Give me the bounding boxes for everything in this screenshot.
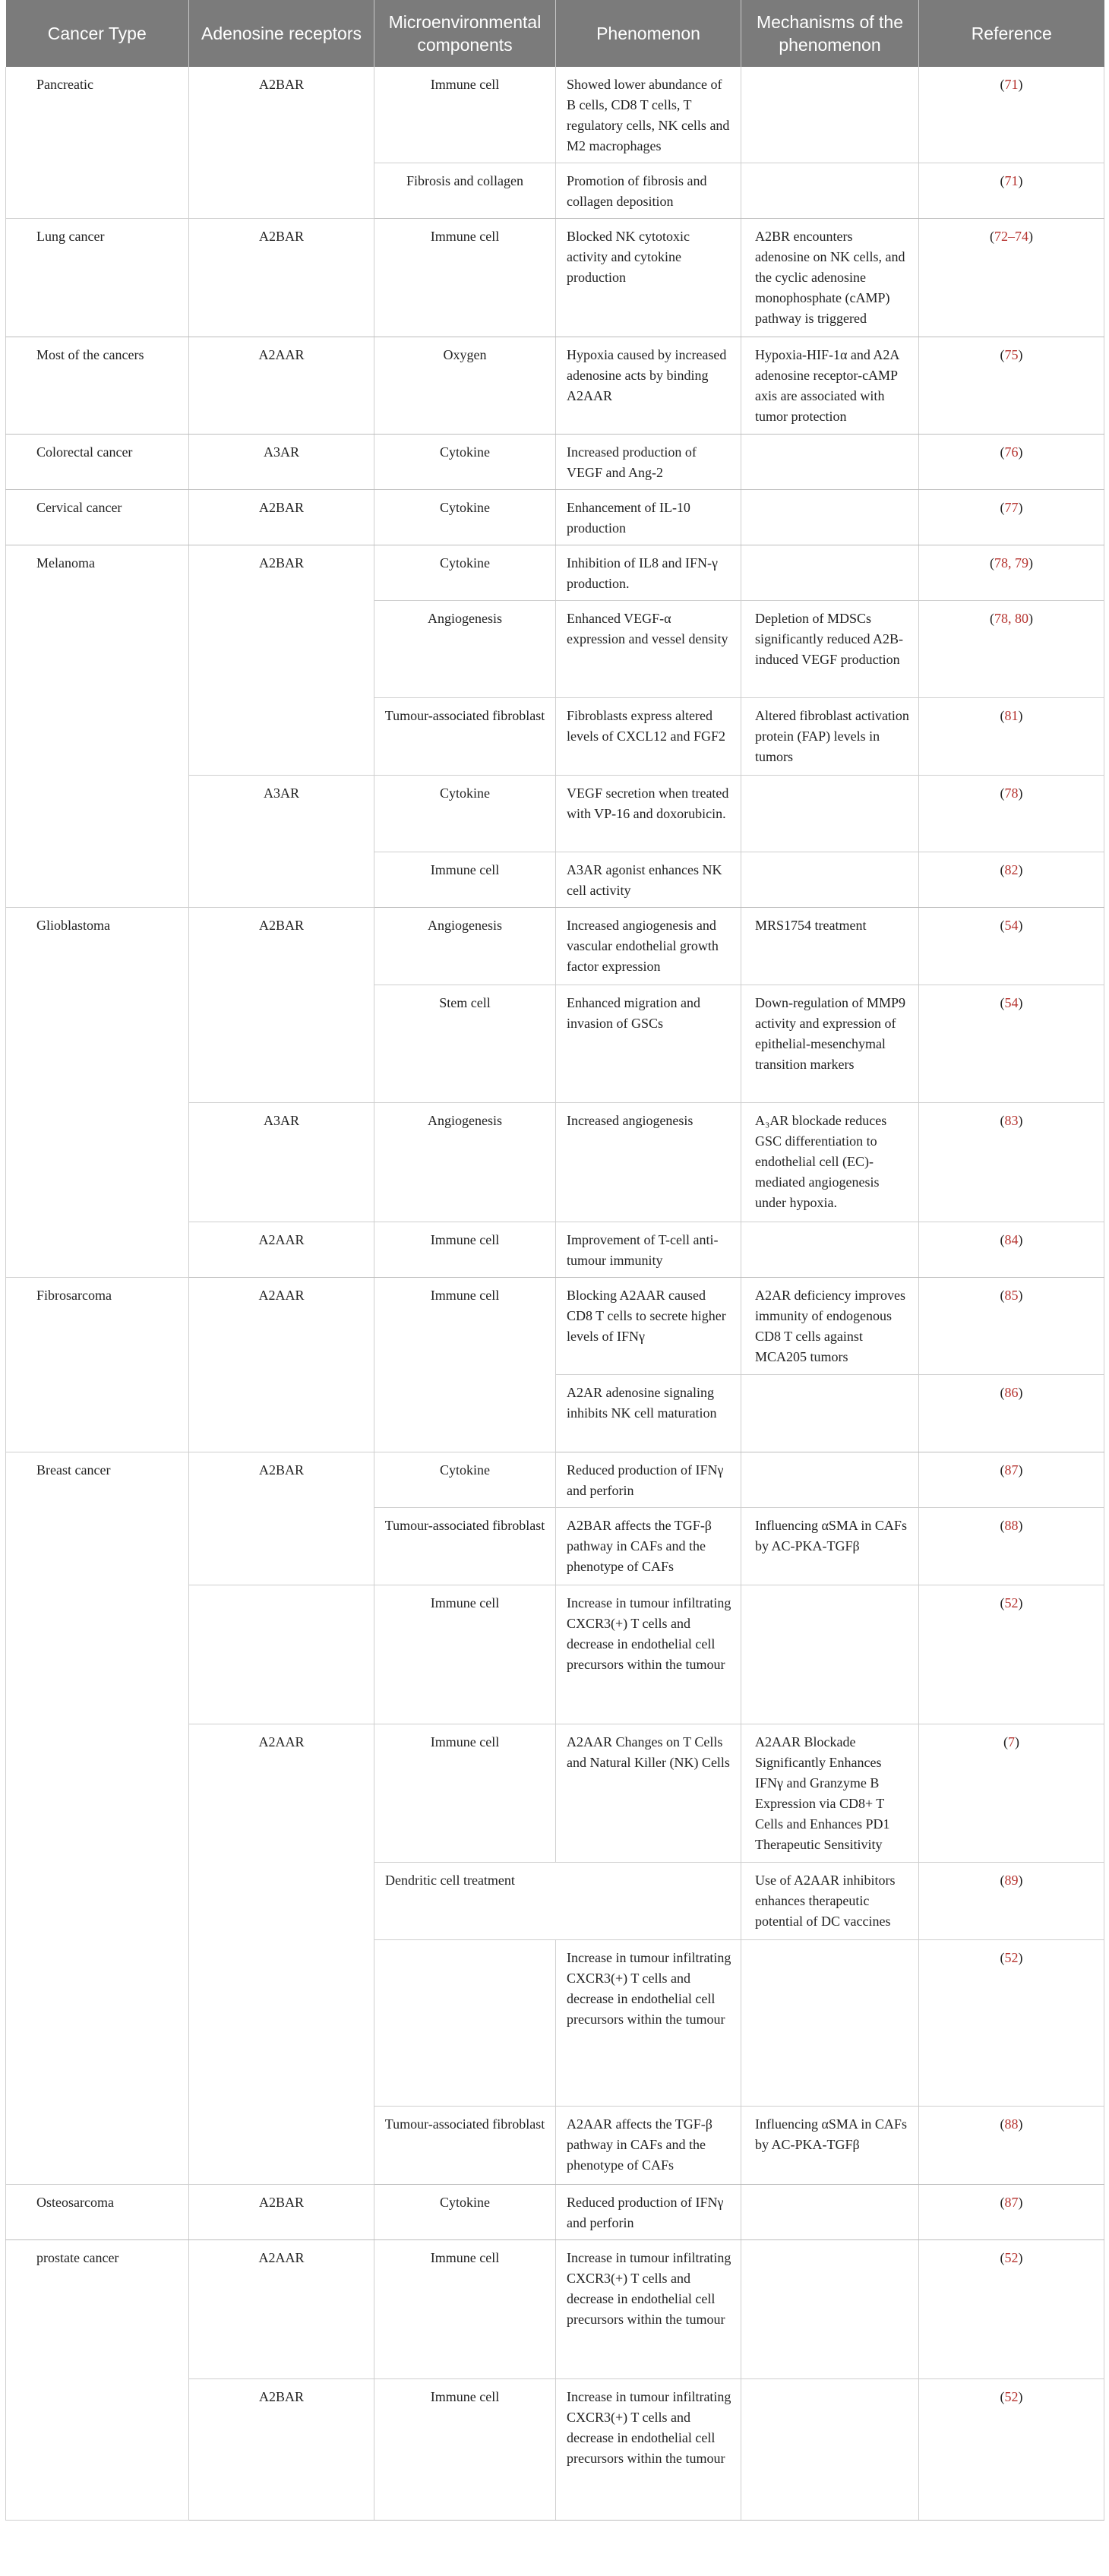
reference-link[interactable]: 85 bbox=[1004, 1288, 1019, 1303]
receptor-cell: A2BAR bbox=[189, 67, 374, 219]
reference-cell: (81) bbox=[919, 698, 1104, 776]
phenomenon-cell: Increase in tumour infiltrating CXCR3(+) T cells and decrease in endothelial cell precursors within the tumour bbox=[556, 2379, 741, 2521]
header-reference: Reference bbox=[919, 0, 1104, 67]
phenomenon-cell: Reduced production of IFNγ and perforin bbox=[556, 2185, 741, 2240]
reference-link[interactable]: 71 bbox=[1004, 77, 1019, 92]
component-cell: Tumour-associated fibroblast bbox=[374, 698, 556, 776]
table-container bbox=[5, 0, 1104, 2521]
reference-cell: (88) bbox=[919, 2107, 1104, 2185]
receptor-cell: A2BAR bbox=[189, 2185, 374, 2240]
phenomenon-cell: Fibroblasts express altered levels of CXCL12 and FGF2 bbox=[556, 698, 741, 776]
reference-link[interactable]: 88 bbox=[1004, 2116, 1019, 2132]
reference-cell: (89) bbox=[919, 1863, 1104, 1940]
reference-link[interactable]: 83 bbox=[1004, 1113, 1019, 1128]
receptor-cell: A3AR bbox=[189, 1103, 374, 1222]
component-cell: Cytokine bbox=[374, 1452, 556, 1508]
mechanism-cell: Hypoxia-HIF-1α and A2A adenosine receptor-cAMP axis are associated with tumor protection bbox=[741, 337, 919, 435]
receptor-cell: A2AAR bbox=[189, 337, 374, 435]
header-phenomenon: Phenomenon bbox=[556, 0, 741, 67]
reference-cell: (77) bbox=[919, 490, 1104, 545]
reference-cell: (82) bbox=[919, 852, 1104, 908]
phenomenon-cell: Increased angiogenesis bbox=[556, 1103, 741, 1222]
mechanism-cell bbox=[741, 2185, 919, 2240]
mechanism-cell: A₃AR blockade reduces GSC differentiation to endothelial cell (EC)-mediated angiogenesis under hypoxia. bbox=[741, 1103, 919, 1222]
receptor-cell: A2AAR bbox=[189, 1724, 374, 2185]
component-cell: Tumour-associated fibroblast bbox=[374, 1508, 556, 1585]
reference-cell: (52) bbox=[919, 1940, 1104, 2107]
reference-link[interactable]: 72–74 bbox=[994, 229, 1028, 244]
component-cell bbox=[374, 1863, 741, 1940]
reference-link[interactable]: 52 bbox=[1004, 2250, 1019, 2265]
table-row bbox=[6, 337, 1104, 435]
reference-cell: (72–74) bbox=[919, 219, 1104, 337]
reference-link[interactable]: 71 bbox=[1004, 173, 1019, 188]
reference-link[interactable]: 87 bbox=[1004, 1462, 1019, 1478]
phenomenon-cell: A2AR adenosine signaling inhibits NK cell maturation bbox=[556, 1375, 741, 1452]
phenomenon-cell: Enhanced VEGF-α expression and vessel density bbox=[556, 601, 741, 698]
header-row bbox=[6, 0, 1104, 67]
mechanism-cell bbox=[741, 163, 919, 219]
reference-link[interactable]: 54 bbox=[1004, 918, 1019, 933]
table-row bbox=[6, 1452, 1104, 1508]
reference-link[interactable]: 52 bbox=[1004, 1950, 1019, 1965]
cancer-type-cell: Colorectal cancer bbox=[6, 435, 189, 490]
mechanism-cell: MRS1754 treatment bbox=[741, 908, 919, 985]
reference-link[interactable]: 77 bbox=[1004, 500, 1019, 515]
mechanism-cell bbox=[741, 1222, 919, 1278]
component-cell: Cytokine bbox=[374, 490, 556, 545]
reference-link[interactable]: 54 bbox=[1004, 995, 1019, 1010]
component-cell: Stem cell bbox=[374, 985, 556, 1103]
mechanism-cell bbox=[741, 1375, 919, 1452]
phenomenon-cell: Inhibition of IL8 and IFN-γ production. bbox=[556, 545, 741, 601]
phenomenon-cell: Blocking A2AAR caused CD8 T cells to secrete higher levels of IFNγ bbox=[556, 1278, 741, 1375]
reference-cell: (86) bbox=[919, 1375, 1104, 1452]
table-row bbox=[6, 490, 1104, 545]
phenomenon-cell: A2BAR affects the TGF-β pathway in CAFs and the phenotype of CAFs bbox=[556, 1508, 741, 1585]
component-cell: Immune cell bbox=[374, 2240, 556, 2379]
phenomenon-cell: Increase in tumour infiltrating CXCR3(+) T cells and decrease in endothelial cell precursors within the tumour bbox=[556, 1585, 741, 1724]
component-cell: Cytokine bbox=[374, 545, 556, 601]
mechanism-cell bbox=[741, 545, 919, 601]
cancer-type-cell: Cervical cancer bbox=[6, 490, 189, 545]
cancer-type-cell: Breast cancer bbox=[6, 1452, 189, 2185]
mechanism-cell: Influencing αSMA in CAFs by AC-PKA-TGFβ bbox=[741, 2107, 919, 2185]
phenomenon-cell: Increased angiogenesis and vascular endothelial growth factor expression bbox=[556, 908, 741, 985]
receptor-cell: A2BAR bbox=[189, 1452, 374, 1585]
table-row bbox=[6, 2240, 1104, 2379]
component-cell: Immune cell bbox=[374, 1585, 556, 1724]
component-cell: Angiogenesis bbox=[374, 601, 556, 698]
mechanism-cell: Down-regulation of MMP9 activity and expression of epithelial-mesenchymal transition markers bbox=[741, 985, 919, 1103]
receptor-cell: A2AAR bbox=[189, 1278, 374, 1452]
reference-cell: (71) bbox=[919, 163, 1104, 219]
reference-link[interactable]: 75 bbox=[1004, 347, 1019, 362]
mechanism-cell: Depletion of MDSCs significantly reduced A2B-induced VEGF production bbox=[741, 601, 919, 698]
mechanism-cell bbox=[741, 435, 919, 490]
reference-cell: (87) bbox=[919, 2185, 1104, 2240]
reference-link[interactable]: 87 bbox=[1004, 2195, 1019, 2210]
component-cell: Cytokine bbox=[374, 776, 556, 852]
reference-cell: (78) bbox=[919, 776, 1104, 852]
reference-link[interactable]: 84 bbox=[1004, 1232, 1019, 1247]
receptor-cell: A2AAR bbox=[189, 2240, 374, 2379]
mechanism-cell: Use of A2AAR inhibitors enhances therapeutic potential of DC vaccines bbox=[741, 1863, 919, 1940]
receptor-cell: A3AR bbox=[189, 776, 374, 908]
receptor-cell: A2BAR bbox=[189, 219, 374, 337]
phenomenon-cell: Increase in tumour infiltrating CXCR3(+) T cells and decrease in endothelial cell precursors within the tumour bbox=[556, 2240, 741, 2379]
reference-cell: (54) bbox=[919, 908, 1104, 985]
mechanism-cell bbox=[741, 776, 919, 852]
reference-cell: (76) bbox=[919, 435, 1104, 490]
receptor-cell bbox=[189, 1585, 374, 1724]
phenomenon-cell: Promotion of fibrosis and collagen deposition bbox=[556, 163, 741, 219]
cancer-type-cell: Osteosarcoma bbox=[6, 2185, 189, 2240]
table-row bbox=[6, 2185, 1104, 2240]
reference-cell: (7) bbox=[919, 1724, 1104, 1863]
reference-cell: (78, 80) bbox=[919, 601, 1104, 698]
component-cell: Tumour-associated fibroblast bbox=[374, 2107, 556, 2185]
reference-link[interactable]: 78 bbox=[1004, 785, 1019, 801]
mechanism-cell bbox=[741, 1940, 919, 2107]
table-row bbox=[6, 1278, 1104, 1375]
reference-link[interactable]: 7 bbox=[1008, 1734, 1015, 1749]
component-cell: Immune cell bbox=[374, 852, 556, 908]
receptor-cell: A2BAR bbox=[189, 2379, 374, 2521]
reference-cell: (87) bbox=[919, 1452, 1104, 1508]
adenosine-receptor-table bbox=[5, 0, 1104, 2521]
component-cell: Immune cell bbox=[374, 219, 556, 337]
mechanism-cell bbox=[741, 852, 919, 908]
component-cell: Angiogenesis bbox=[374, 1103, 556, 1222]
cancer-type-cell: Lung cancer bbox=[6, 219, 189, 337]
cancer-type-cell: Glioblastoma bbox=[6, 908, 189, 1278]
reference-cell: (88) bbox=[919, 1508, 1104, 1585]
receptor-cell: A2BAR bbox=[189, 908, 374, 1103]
reference-link[interactable]: 52 bbox=[1004, 2389, 1019, 2404]
reference-cell: (75) bbox=[919, 337, 1104, 435]
mechanism-cell bbox=[741, 67, 919, 163]
table-row bbox=[6, 219, 1104, 337]
cancer-type-cell: Fibrosarcoma bbox=[6, 1278, 189, 1452]
reference-cell: (83) bbox=[919, 1103, 1104, 1222]
receptor-cell: A2BAR bbox=[189, 545, 374, 776]
phenomenon-cell: Hypoxia caused by increased adenosine acts by binding A2AAR bbox=[556, 337, 741, 435]
reference-cell: (85) bbox=[919, 1278, 1104, 1375]
component-cell: Oxygen bbox=[374, 337, 556, 435]
reference-cell: (71) bbox=[919, 67, 1104, 163]
header-adenosine-receptors: Adenosine receptors bbox=[189, 0, 374, 67]
phenomenon-cell: Enhanced migration and invasion of GSCs bbox=[556, 985, 741, 1103]
reference-cell: (52) bbox=[919, 2379, 1104, 2521]
phenomenon-cell: A2AAR affects the TGF-β pathway in CAFs and the phenotype of CAFs bbox=[556, 2107, 741, 2185]
header-cancer-type: Cancer Type bbox=[6, 0, 189, 67]
table-row bbox=[6, 67, 1104, 163]
mechanism-cell: A2AR deficiency improves immunity of endogenous CD8 T cells against MCA205 tumors bbox=[741, 1278, 919, 1375]
phenomenon-cell: Increased production of VEGF and Ang-2 bbox=[556, 435, 741, 490]
reference-cell: (52) bbox=[919, 2240, 1104, 2379]
reference-link[interactable]: 86 bbox=[1004, 1385, 1019, 1400]
table-row bbox=[6, 545, 1104, 601]
reference-link[interactable]: 89 bbox=[1004, 1873, 1019, 1888]
phenomenon-cell: Showed lower abundance of B cells, CD8 T cells, T regulatory cells, NK cells and M2 macrophages bbox=[556, 67, 741, 163]
mechanism-cell bbox=[741, 2240, 919, 2379]
phenomenon-cell: Increase in tumour infiltrating CXCR3(+) T cells and decrease in endothelial cell precursors within the tumour bbox=[556, 1940, 741, 2107]
receptor-cell: A2AAR bbox=[189, 1222, 374, 1278]
mechanism-cell bbox=[741, 2379, 919, 2521]
component-text: Dendritic cell treatment bbox=[385, 1873, 515, 1888]
reference-link[interactable]: 81 bbox=[1004, 708, 1019, 723]
table-row bbox=[6, 908, 1104, 985]
phenomenon-cell: A2AAR Changes on T Cells and Natural Killer (NK) Cells bbox=[556, 1724, 741, 1863]
cancer-type-cell: Melanoma bbox=[6, 545, 189, 908]
reference-link[interactable]: 78, 80 bbox=[994, 611, 1028, 626]
reference-link[interactable]: 82 bbox=[1004, 862, 1019, 877]
mechanism-cell: Altered fibroblast activation protein (FAP) levels in tumors bbox=[741, 698, 919, 776]
reference-link[interactable]: 52 bbox=[1004, 1595, 1019, 1610]
mechanism-cell: A2BR encounters adenosine on NK cells, and the cyclic adenosine monophosphate (cAMP) pathway is triggered bbox=[741, 219, 919, 337]
phenomenon-cell: VEGF secretion when treated with VP-16 and doxorubicin. bbox=[556, 776, 741, 852]
cancer-type-cell: prostate cancer bbox=[6, 2240, 189, 2521]
component-cell: Immune cell bbox=[374, 67, 556, 163]
component-cell: Cytokine bbox=[374, 2185, 556, 2240]
mechanism-cell: A2AAR Blockade Significantly Enhances IFNγ and Granzyme B Expression via CD8+ T Cells and Enhances PD1 Therapeutic Sensitivity bbox=[741, 1724, 919, 1863]
phenomenon-cell: Improvement of T-cell anti-tumour immunity bbox=[556, 1222, 741, 1278]
reference-link[interactable]: 88 bbox=[1004, 1518, 1019, 1533]
component-cell: Immune cell bbox=[374, 2379, 556, 2521]
reference-cell: (84) bbox=[919, 1222, 1104, 1278]
receptor-cell: A3AR bbox=[189, 435, 374, 490]
reference-link[interactable]: 76 bbox=[1004, 444, 1019, 460]
cancer-type-cell: Most of the cancers bbox=[6, 337, 189, 435]
mechanism-cell bbox=[741, 490, 919, 545]
component-cell: Fibrosis and collagen bbox=[374, 163, 556, 219]
component-cell: Cytokine bbox=[374, 435, 556, 490]
component-cell: Immune cell bbox=[374, 1724, 556, 1863]
component-cell: Immune cell bbox=[374, 1222, 556, 1278]
cancer-type-cell: Pancreatic bbox=[6, 67, 189, 219]
table-row bbox=[6, 435, 1104, 490]
phenomenon-cell: Enhancement of IL-10 production bbox=[556, 490, 741, 545]
component-cell: Immune cell bbox=[374, 1278, 556, 1452]
receptor-cell: A2BAR bbox=[189, 490, 374, 545]
component-cell: Angiogenesis bbox=[374, 908, 556, 985]
header-mechanisms: Mechanisms of the phenomenon bbox=[741, 0, 919, 67]
phenomenon-cell: Blocked NK cytotoxic activity and cytokine production bbox=[556, 219, 741, 337]
reference-cell: (78, 79) bbox=[919, 545, 1104, 601]
reference-link[interactable]: 78, 79 bbox=[994, 555, 1028, 571]
mechanism-cell bbox=[741, 1452, 919, 1508]
reference-cell: (54) bbox=[919, 985, 1104, 1103]
reference-cell: (52) bbox=[919, 1585, 1104, 1724]
phenomenon-cell: Reduced production of IFNγ and perforin bbox=[556, 1452, 741, 1508]
header-microenvironmental-components: Microenvironmental components bbox=[374, 0, 556, 67]
phenomenon-cell: A3AR agonist enhances NK cell activity bbox=[556, 852, 741, 908]
mechanism-cell: Influencing αSMA in CAFs by AC-PKA-TGFβ bbox=[741, 1508, 919, 1585]
component-cell bbox=[374, 1940, 556, 2107]
mechanism-cell bbox=[741, 1585, 919, 1724]
